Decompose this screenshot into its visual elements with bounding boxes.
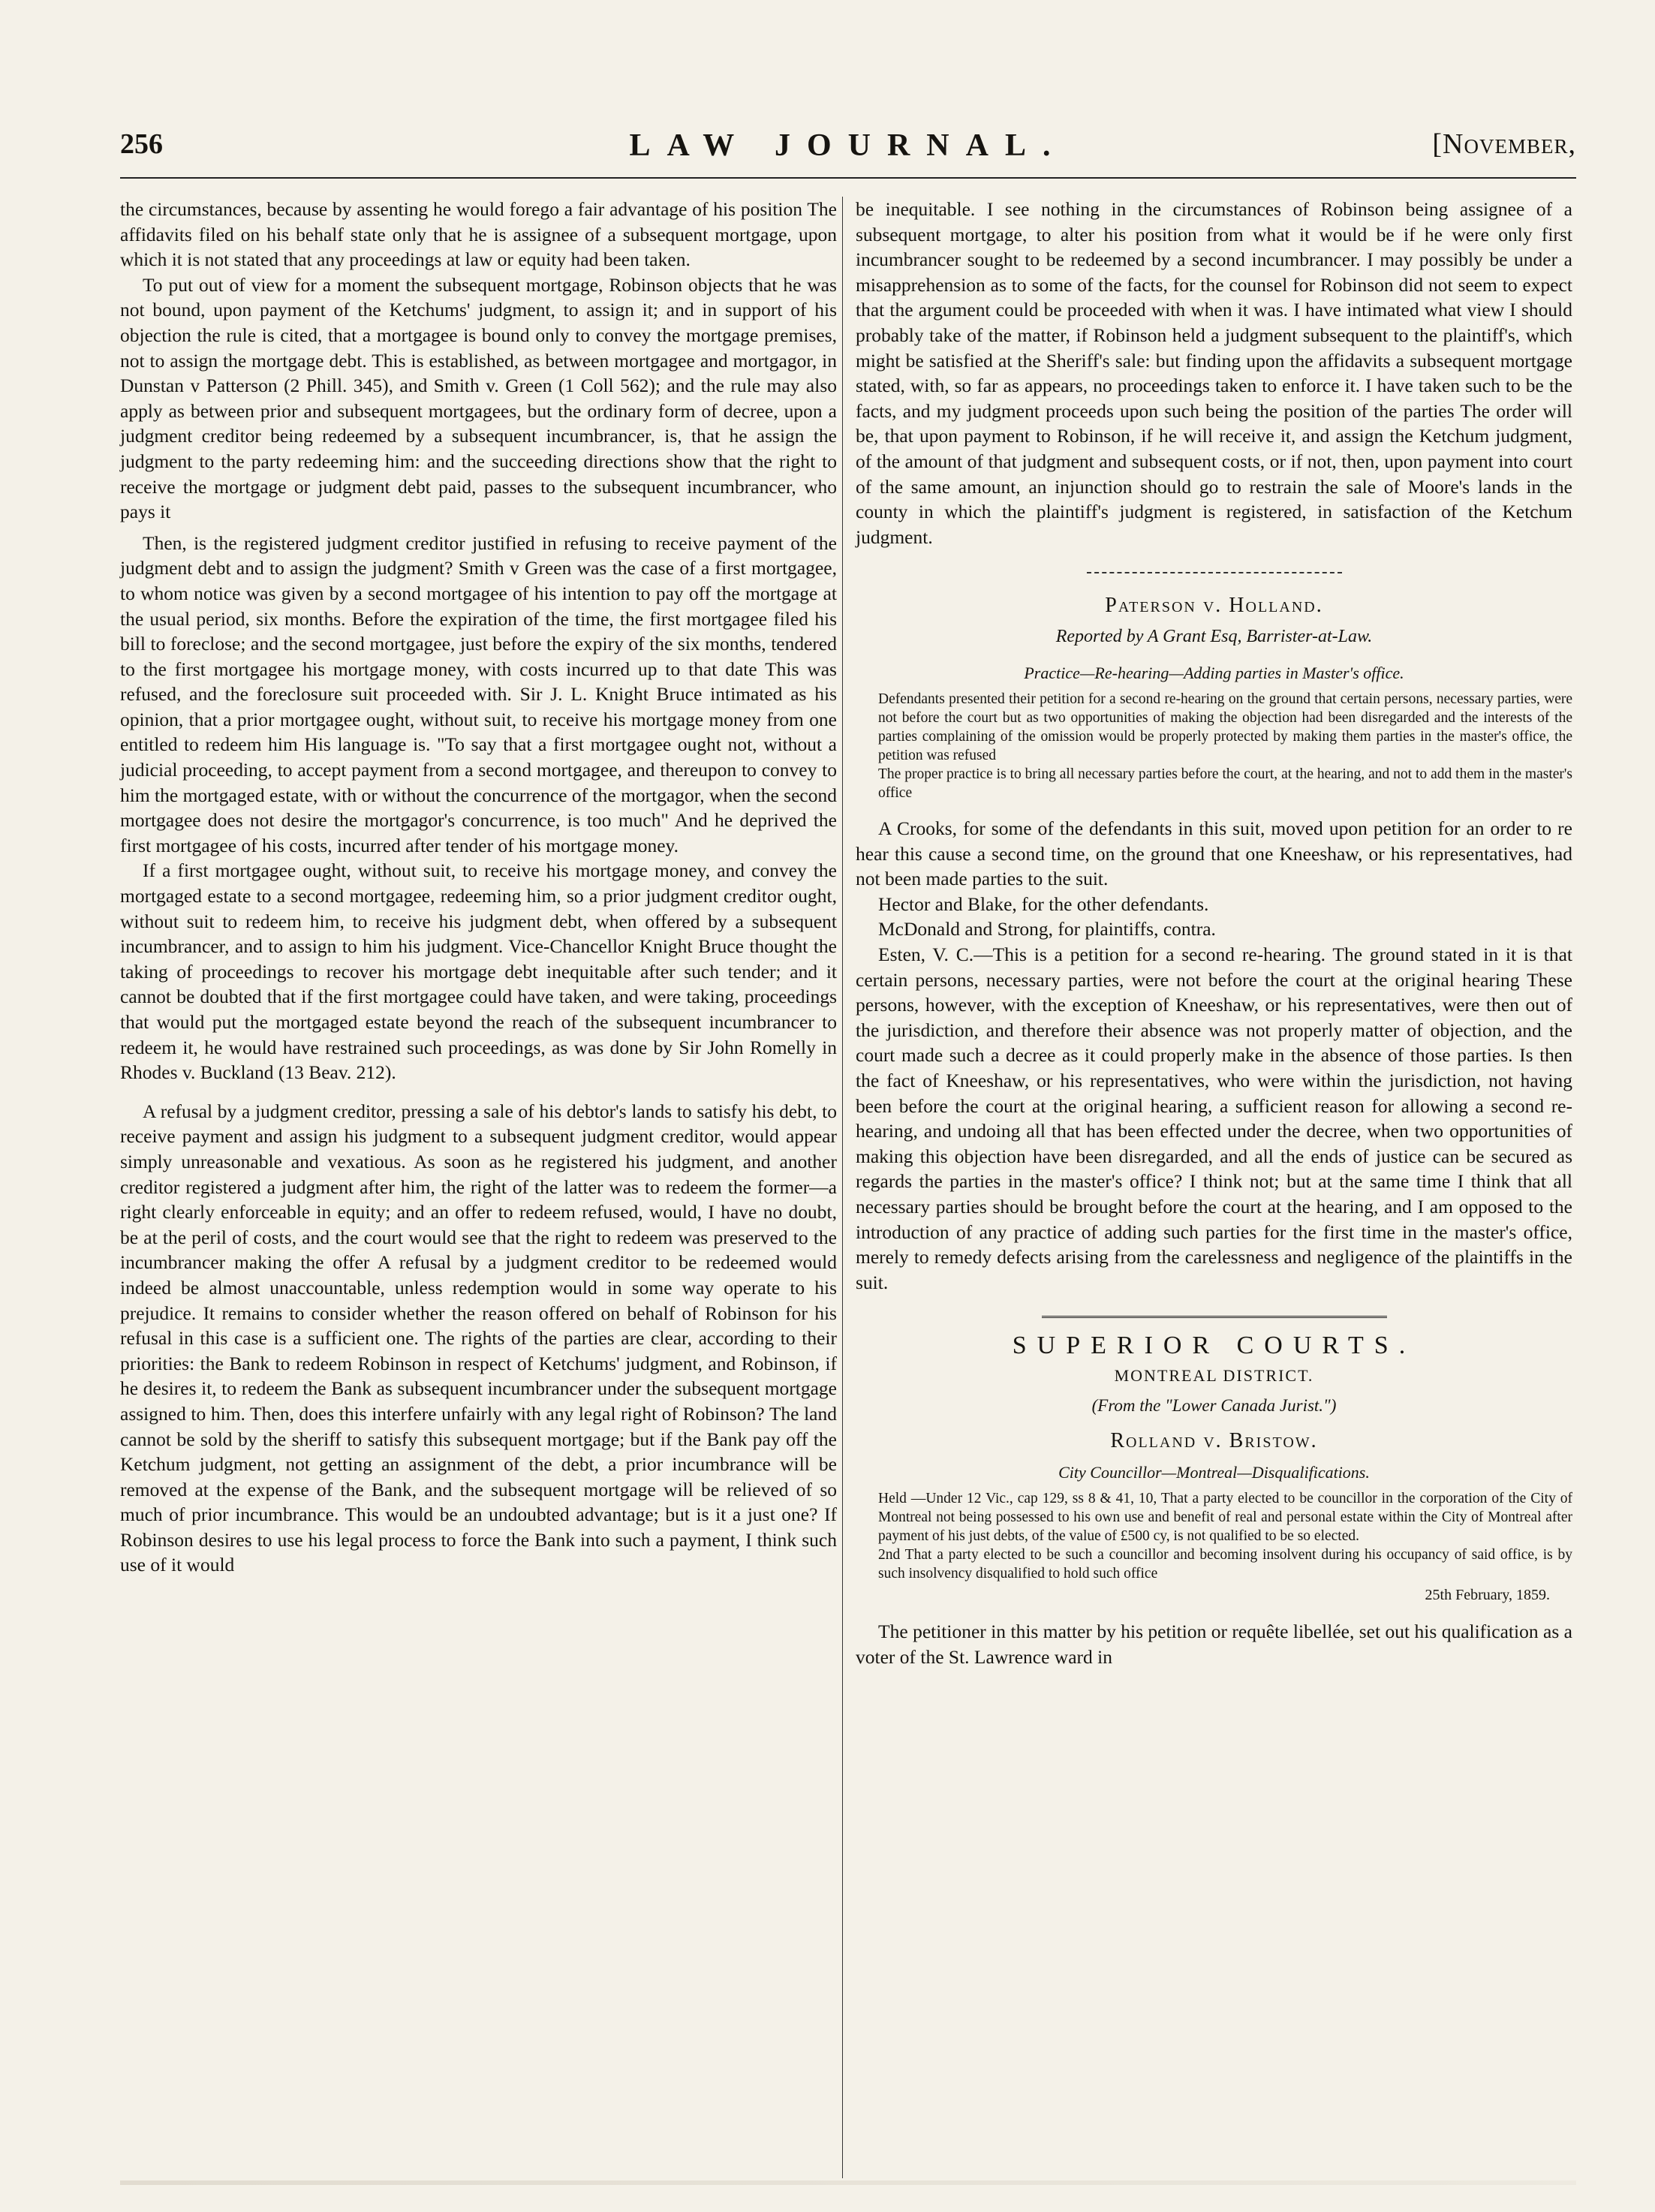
- paragraph: be inequitable. I see nothing in the circumstances of Robinson being assignee of a subsequent mortgage, to alter his position from what it would be if he were only first incumbrancer sought to be redeemed by a second incumbrancer. I may possibly be under a misapprehension as to some of the facts, for the counsel for Robinson did not seem to expect that the argument could be proceeded with when it was. I have intimated what view I should probably take of the matter, if Robinson held a judgment subsequent to the plaintiff's, which might be satisfied at the Sheriff's sale: but finding upon the affidavits a subsequent mortgage stated, with, so far as appears, no proceedings taken to enforce it. I have taken such to be the facts, and my judgment proceeds upon such being the position of the parties The order will be, that upon payment to Robinson, if he will receive it, and assign the Ketchum judgment, of the amount of that judgment and subsequent costs, or if not, then, upon payment into court of the same amount, an injunction should go to restrain the sale of Moore's lands in the county in which the plaintiff's judgment is registered, in satisfaction of the Ketchum judgment.: [856, 198, 1572, 548]
- paragraph: To put out of view for a moment the subsequent mortgage, Robinson objects that he was not bound, upon payment of the Ketchums' judgment, to assign it; and in support of his objection the rule is cited, that a mortgagee is bound only to convey the mortgage premises, not to assign the mortgage debt. This is established, as between mortgagee and mortgagor, in Dunstan v Patterson (2 Phill. 345), and Smith v. Green (1 Coll 562); and the rule may also apply as between prior and subsequent mortgagees, but the ordinary form of decree, upon a judgment creditor being redeemed by a subsequent incumbrancer, is, that he assign the judgment to the party redeeming him: and the succeeding directions show that the right to receive the mortgage or judgment debt paid, passes to the subsequent incumbrancer, who pays it: [120, 273, 837, 523]
- page-edge-shadow: [120, 2180, 1576, 2185]
- case-title: Paterson v. Holland.: [1105, 594, 1323, 618]
- counsel-line: Hector and Blake, for the other defendants.: [878, 892, 1209, 915]
- journal-title: LAW JOURNAL.: [629, 128, 1067, 163]
- headnote: 2nd That a party elected to be such a councillor and becoming insolvent during his occupancy of said office, is by such insolvency disqualified to hold such office: [878, 1547, 1572, 1582]
- paragraph: A Crooks, for some of the defendants in this suit, moved upon petition for an order to re hear this cause a second time, on the ground that one Kneeshaw, or his representatives, had not been made parties to the suit.: [856, 817, 1572, 890]
- headnote: Held —Under 12 Vic., cap 129, ss 8 & 41, 10, That a party elected to be councillor in the corporation of the City of Montreal not being possessed to his own use and benefit of real and personal estate within the City of Montreal after payment of his just debts, of the value of £500 cy, is not qualified to be so elected.: [878, 1491, 1572, 1545]
- header-rule: [120, 177, 1576, 179]
- paragraph: Esten, V. C.—This is a petition for a second re-hearing. The ground stated in it is that certain persons, necessary parties, were not before the court at the original hearing These persons, however, with the exception of Kneeshaw, or his representatives, were then out of the jurisdiction, and therefore their absence was not properly matter of objection, and the court made such a decree as it could properly make in the absence of those parties. Is then the fact of Kneeshaw, or his representatives, who were within the jurisdiction, not having been before the court at the original hearing, a sufficient reason for allowing a second re-hearing, and undoing all that has been effected under the decree, when two opportunities of making this objection have been disregarded, and all the ends of justice can be secured as regards the parties in the master's office? I think not; but at the same time I think that all necessary parties should be brought before the court at the hearing, and I am opposed to the introduction of any practice of adding such parties for the first time in the master's office, merely to remedy defects arising from the carelessness and negligence of the plaintiffs in the suit.: [856, 943, 1572, 1293]
- district-title: MONTREAL DISTRICT.: [1114, 1365, 1314, 1385]
- headnote-title: Practice—Re-hearing—Adding parties in Master's office.: [1024, 663, 1404, 682]
- paragraph: If a first mortgagee ought, without suit, to receive his mortgage money, and convey the mortgaged estate to a second mortgagee, redeeming him, so a prior judgment creditor ought, without suit to redeem him, to receive his judgment debt, when offered by a subsequent incumbrancer, and to assign to him his judgment. Vice-Chancellor Knight Bruce thought the taking of proceedings to recover his mortgage debt inequitable after such tender; and it cannot be doubted that if the first mortgagee could have taken, and were taking, proceedings that would put the mortgaged estate beyond the reach of the subsequent incumbrancer to redeem it, he would have restrained such proceedings, as was done by Sir John Romelly in Rhodes v. Buckland (13 Beav. 212).: [120, 859, 837, 1084]
- source-note: (From the "Lower Canada Jurist."): [1091, 1395, 1337, 1415]
- headnote-title: City Councillor—Montreal—Disqualifications.: [1058, 1462, 1370, 1482]
- header-month: [November,: [1432, 128, 1576, 160]
- column-divider: [842, 197, 843, 2178]
- section-divider: [1042, 1316, 1387, 1318]
- left-column: [120, 197, 837, 1578]
- section-title: SUPERIOR COURTS.: [1012, 1332, 1416, 1360]
- paragraph: the circumstances, because by assenting he would forego a fair advantage of his position The affidavits filed on his behalf state only that he is assignee of a subsequent mortgage, upon which it is not stated that any proceedings at law or equity had been taken.: [120, 198, 837, 271]
- headnote: The proper practice is to bring all necessary parties before the court, at the hearing, and not to add them in the master's office: [878, 766, 1572, 802]
- right-column: [856, 197, 1572, 1669]
- page-header: [120, 128, 1576, 180]
- section-divider: [1087, 572, 1342, 573]
- paragraph: A refusal by a judgment creditor, pressing a sale of his debtor's lands to satisfy his debt, to receive payment and assign his judgment to a subsequent judgment creditor, would appear simply unreasonable and vexatious. As soon as he registered his judgment, and another creditor registered a judgment after him, the right of the latter was to redeem the former—a right clearly enforceable in equity; and an offer to redeem refused, would, I have no doubt, be at the peril of costs, and the court would see that the right to redeem was preserved to the incumbrancer making the offer A refusal by a judgment creditor to be redeemed would indeed be almost unaccountable, unless redemption would in some way operate to his prejudice. It remains to consider whether the reason offered on behalf of Robinson for his refusal in this case is a sufficient one. The rights of the parties are clear, according to their priorities: the Bank to redeem Robinson in respect of Ketchums' judgment, and Robinson, if he desires it, to redeem the Bank as subsequent incumbrancer under the subsequent mortgage assigned to him. Then, does this interfere unfairly with any legal right of Robinson? The land cannot be sold by the sheriff to satisfy this subsequent mortgage; but if the Bank pay off the Ketchum judgment, not getting an assignment of the debt, a prior incumbrance will be removed at the expense of the Bank, and the subsequent mortgage will be relieved of so much of prior incumbrance. This would be an undoubted advantage; but is it a just one? If Robinson desires to use his legal process to force the Bank into such a payment, I think such use of it would: [120, 1100, 837, 1576]
- headnote: Defendants presented their petition for a second re-hearing on the ground that certain persons, necessary parties, were not before the court but as two opportunities of making the objection had been disregarded and the interests of the parties complaining of the omission would be properly protected by making them parties in the master's office, the petition was refused: [878, 691, 1572, 764]
- case-title: Rolland v. Bristow.: [1110, 1429, 1318, 1453]
- counsel-line: McDonald and Strong, for plaintiffs, contra.: [878, 918, 1216, 940]
- page-number: 256: [120, 128, 163, 160]
- paragraph: Then, is the registered judgment creditor justified in refusing to receive payment of the judgment debt and to assign the judgment? Smith v Green was the case of a first mortgagee, to whom notice was given by a second mortgagee of his intention to pay off the mortgage at the usual period, six months. Before the expiration of the time, the first mortgagee filed his bill to foreclose; and the second mortgagee, just before the expiry of the six months, tendered to the first mortgagee his mortgage money, with costs incurred up to that date This was refused, and the foreclosure suit proceeded with. Sir J. L. Knight Bruce intimated as his opinion, that a prior mortgagee ought, without suit, to receive his mortgage money from one entitled to redeem him His language is. "To say that a first mortgagee ought not, without a judicial proceeding, to accept payment from a second mortgagee, and thereupon to convey to him the mortgaged estate, with or without the concurrence of the mortgagor, when the second mortgagee does not desire the mortgagor's concurrence, is too much" And he deprived the first mortgagee of his costs, incurred after tender of his mortgage money.: [120, 531, 837, 856]
- paragraph: The petitioner in this matter by his petition or requête libellée, set out his qualification as a voter of the St. Lawrence ward in: [856, 1620, 1572, 1668]
- decision-date: 25th February, 1859.: [1425, 1587, 1550, 1604]
- case-reporter: Reported by A Grant Esq, Barrister-at-Law.: [1055, 626, 1373, 646]
